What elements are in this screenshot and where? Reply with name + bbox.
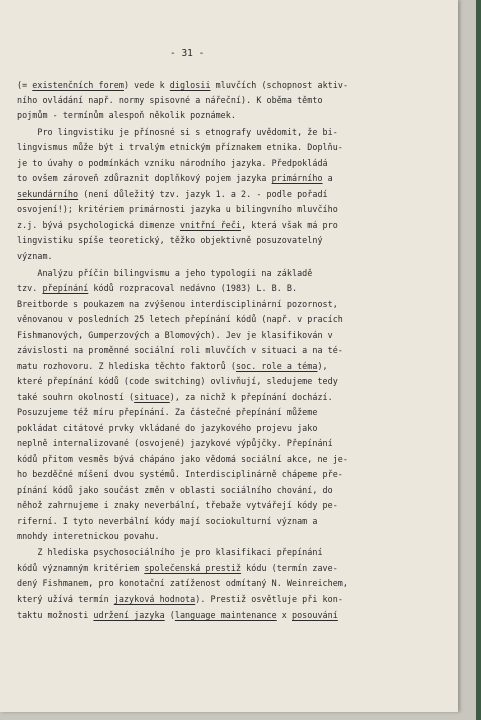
text-segment: závislosti na proměnné sociální roli mluvčích v situaci a na té-	[17, 345, 343, 355]
text-segment: mnohdy interetnickou povahu.	[17, 531, 160, 541]
text-segment: kódu (termín zave-	[241, 563, 338, 573]
text-line	[17, 283, 297, 293]
text-segment: Analýzu příčin bilingvismu a jeho typologii na základě	[17, 268, 313, 278]
text-line	[17, 251, 53, 261]
underlined-term: jazyková hodnota	[113, 594, 196, 604]
text-segment: , která však má pro	[241, 220, 338, 230]
text-line	[17, 173, 333, 183]
text-segment: něhož zahrnujeme i znaky neverbální, třebaže vytvářejí kódy pe-	[17, 500, 338, 510]
text-line	[17, 299, 338, 309]
text-line	[17, 547, 323, 557]
text-segment: (=	[17, 80, 33, 90]
underlined-term: udržení jazyka	[93, 610, 165, 620]
text-segment: taktu možnosti	[17, 610, 94, 620]
underlined-term: soc. role a téma	[235, 361, 318, 371]
underlined-term: sekundárního	[17, 189, 79, 199]
text-segment: dený Fishmanem, pro konotační zatíženost odmítaný N. Weinreichem,	[17, 578, 348, 588]
text-segment: kódů rozpracoval nedávno (1983) L. B. B.	[88, 283, 298, 293]
text-line	[17, 594, 343, 604]
underlined-term: posouvání	[292, 610, 338, 620]
underlined-term: vnitřní řeči	[179, 220, 242, 230]
text-line	[17, 220, 338, 230]
text-line	[17, 268, 312, 278]
text-line	[17, 563, 338, 573]
text-segment: Posuzujeme též míru přepínání. Za částečné přepínání můžeme	[17, 407, 318, 417]
text-segment: matu rozhovoru. Z hlediska těchto faktorů (	[17, 361, 236, 371]
text-line	[17, 95, 323, 105]
text-line	[17, 189, 328, 199]
text-line	[17, 330, 333, 340]
text-segment: Z hlediska psychosociálního je pro klasifikaci přepínání	[17, 547, 323, 557]
text-line	[17, 80, 348, 90]
underlined-term: existenčních forem	[32, 80, 124, 90]
text-segment: Pro lingvistiku je přínosné si s etnografy uvědomit, že bi-	[17, 127, 338, 137]
text-line	[17, 110, 236, 120]
text-segment: význam.	[17, 251, 53, 261]
text-segment: ), za nichž k přepínání dochází.	[169, 392, 333, 402]
text-segment: ho bezděčné míšení dvou systémů. Interdisciplinárně chápeme pře-	[17, 469, 343, 479]
text-line	[17, 500, 338, 510]
text-segment: které přepínání kódů (code switching) ovlivňují, sledujeme tedy	[17, 376, 338, 386]
text-segment: je to úvahy o podmínkách vzniku národního jazyka. Předpokládá	[17, 158, 328, 168]
text-line	[17, 485, 333, 495]
text-line	[17, 314, 343, 324]
text-segment: a	[322, 173, 333, 183]
text-segment: neplně internalizované (osvojené) jazykové výpůjčky. Přepínání	[17, 438, 333, 448]
text-segment: pínání kódů jako součást změn v oblasti sociálního chování, do	[17, 485, 333, 495]
text-line	[17, 407, 317, 417]
text-line	[17, 423, 317, 433]
underlined-term: situace	[134, 392, 170, 402]
text-segment: lingvistiku spíše teoretický, těžko objektivně posuzovatelný	[17, 235, 323, 245]
text-segment: kódů přitom vesměs bývá chápáno jako vědomá sociální akce, ne je-	[17, 454, 348, 464]
text-segment: Fishmanových, Gumperzových a Blomových). Jev je klasifikován v	[17, 330, 333, 340]
text-line	[17, 361, 328, 371]
text-line	[17, 142, 343, 152]
text-segment: Breitborde s poukazem na zvýšenou interdisciplinární pozornost,	[17, 299, 338, 309]
text-line	[17, 376, 338, 386]
text-segment: z.j. bývá psychologická dimenze	[17, 220, 180, 230]
underlined-term: language maintenance	[174, 610, 277, 620]
text-line	[17, 531, 160, 541]
text-line	[17, 204, 338, 214]
text-segment: ) vede k	[123, 80, 170, 90]
text-segment: mluvčích (schopnost aktiv-	[210, 80, 349, 90]
text-line	[17, 127, 338, 137]
text-line	[17, 610, 338, 620]
text-line	[17, 345, 343, 355]
underlined-term: přepínání	[42, 283, 89, 293]
text-line	[17, 516, 317, 526]
text-segment: pokládat citátové prvky vkládané do jazykového projevu jako	[17, 423, 318, 433]
text-line	[17, 392, 333, 402]
text-segment: kódů významným kritériem	[17, 563, 145, 573]
underlined-term: společenská prestiž	[144, 563, 242, 573]
text-segment: lingvismus může být i trvalým etnickým příznakem etnika. Doplňu-	[17, 142, 343, 152]
text-segment: ního ovládání např. normy spisovné a nářeční). K oběma těmto	[17, 95, 323, 105]
text-line	[17, 454, 348, 464]
text-segment: tzv.	[17, 283, 43, 293]
text-segment: osvojení!); kritériem primárnosti jazyka u bilingvního mluvčího	[17, 204, 338, 214]
text-segment: riferní. I tyto neverbální kódy mají sociokulturní význam a	[17, 516, 318, 526]
underlined-term: primárního	[271, 173, 323, 183]
text-segment: to ovšem zároveň zdůraznit doplňkový pojem jazyka	[17, 173, 272, 183]
text-segment: ),	[317, 361, 328, 371]
text-segment: (není důležitý tzv. jazyk 1. a 2. - podle pořadí	[78, 189, 328, 199]
page-number: - 31 -	[170, 48, 205, 59]
text-line	[17, 235, 323, 245]
text-segment: který užívá termín	[17, 594, 114, 604]
underlined-term: diglosii	[169, 80, 211, 90]
text-line	[17, 158, 328, 168]
text-line	[17, 469, 343, 479]
text-segment: x	[276, 610, 292, 620]
text-segment: ). Prestiž osvětluje při kon-	[195, 594, 343, 604]
text-line	[17, 578, 348, 588]
text-line	[17, 438, 333, 448]
text-segment: také souhrn okolností (	[17, 392, 135, 402]
text-segment: pojmům - termínům alespoň několik poznámek.	[17, 110, 236, 120]
text-segment: (	[164, 610, 175, 620]
text-segment: věnovanou v posledních 25 letech přepínání kódů (např. v pracích	[17, 314, 343, 324]
